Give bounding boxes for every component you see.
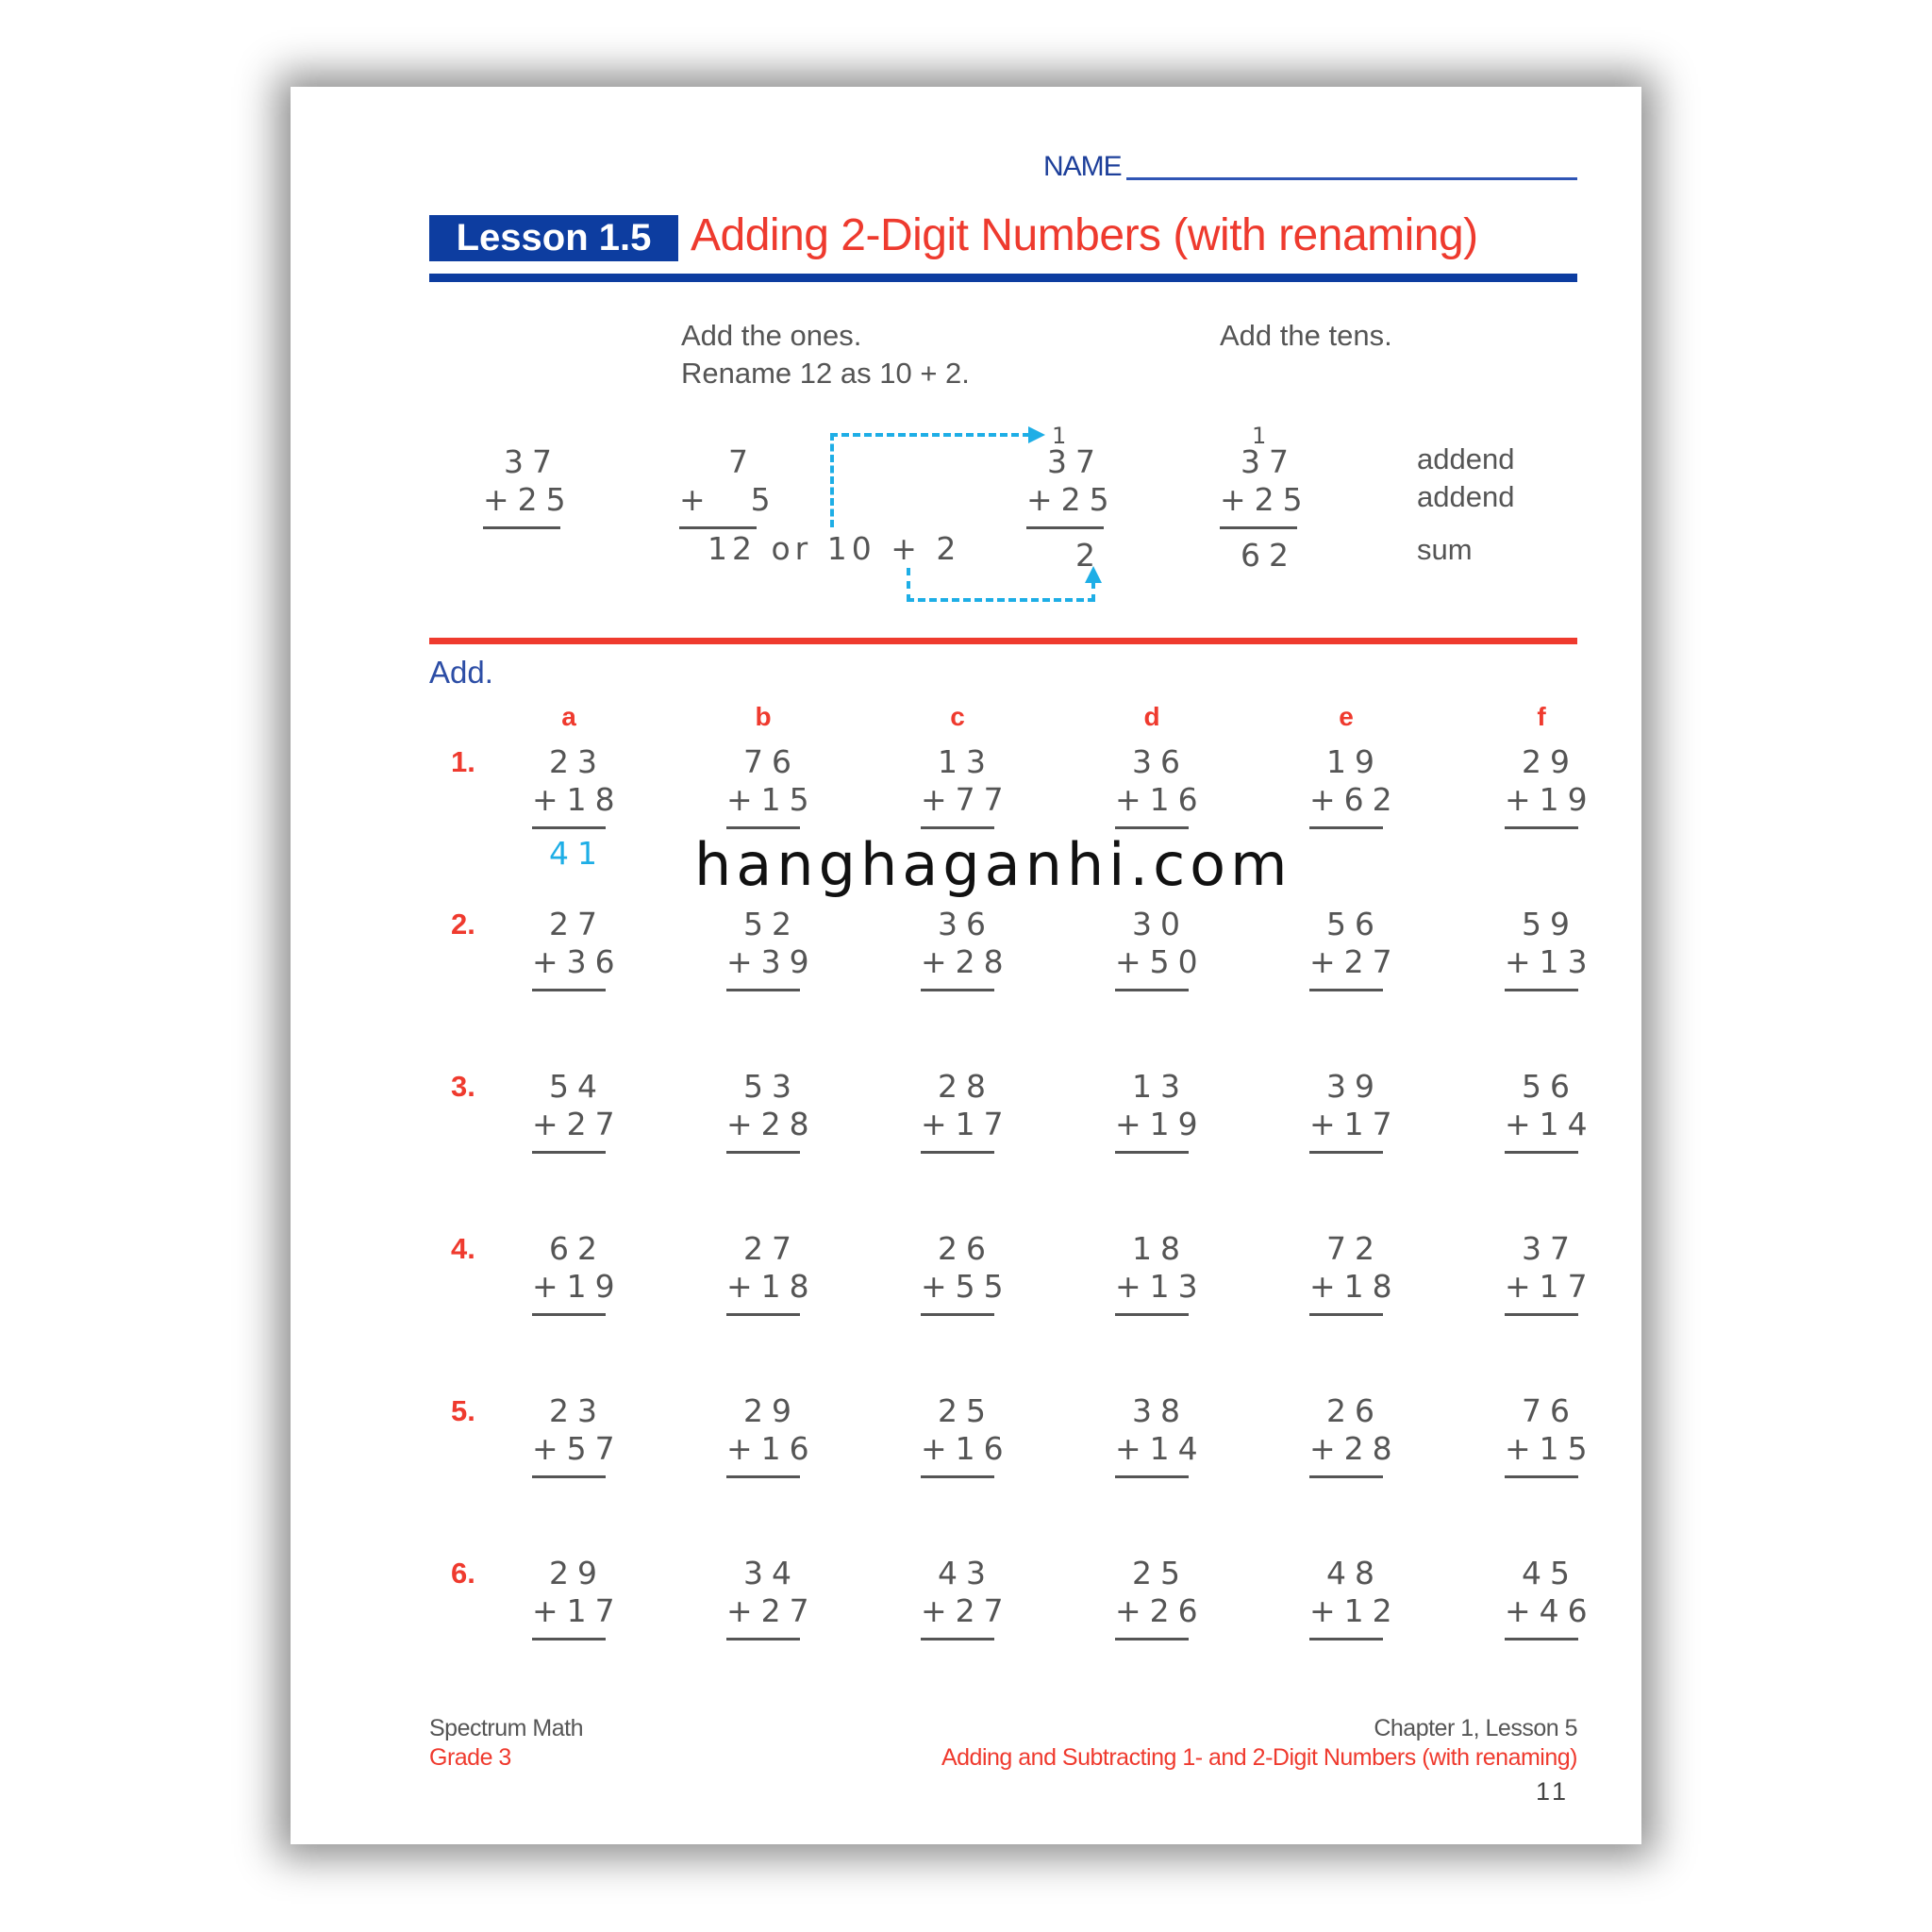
problem-top: 27 (743, 1230, 800, 1267)
problem-2-b (726, 906, 818, 991)
problem-top: 26 (938, 1230, 994, 1267)
problem-bottom: +18 (532, 781, 624, 818)
problem-bottom: +28 (726, 1106, 818, 1142)
row-number: 3. (451, 1070, 475, 1103)
answer-line[interactable] (1115, 1151, 1189, 1154)
answer-line[interactable] (532, 989, 606, 991)
final-top: 37 (1241, 443, 1297, 480)
partial-result: 2 (1075, 537, 1104, 574)
problem-3-e (1309, 1068, 1401, 1154)
problem-top: 53 (743, 1068, 800, 1105)
problem-bottom: +27 (532, 1106, 624, 1142)
problem-top: 13 (938, 743, 994, 780)
problem-bottom: +16 (921, 1430, 1012, 1467)
problem-bottom: +13 (1115, 1268, 1207, 1305)
problem-5-d (1115, 1392, 1207, 1478)
example-ones (679, 443, 779, 529)
problem-1-b (726, 743, 818, 829)
partial-bottom: +25 (1026, 481, 1118, 518)
problem-3-b (726, 1068, 818, 1154)
example-partial (1026, 443, 1118, 575)
footer-series: Spectrum Math (429, 1715, 584, 1741)
answer-line[interactable] (1505, 989, 1578, 991)
problem-bottom: +16 (1115, 781, 1207, 818)
answer-line[interactable] (1309, 826, 1383, 829)
addend-top: 37 (504, 443, 560, 480)
answer-line[interactable] (1309, 1638, 1383, 1641)
problem-bottom: +57 (532, 1430, 624, 1467)
problem-top: 27 (549, 906, 606, 942)
problem-top: 28 (938, 1068, 994, 1105)
problem-bottom: +13 (1505, 943, 1596, 980)
problem-2-d (1115, 906, 1207, 991)
lesson-badge: Lesson 1.5 (429, 215, 678, 261)
problem-top: 52 (743, 906, 800, 942)
problem-bottom: +50 (1115, 943, 1207, 980)
answer-line[interactable] (1115, 826, 1189, 829)
answer-line[interactable] (726, 1475, 800, 1478)
problem-top: 36 (938, 906, 994, 942)
problem-top: 54 (549, 1068, 606, 1105)
problem-top: 26 (1326, 1392, 1383, 1429)
column-f: f (1537, 702, 1546, 731)
problem-top: 34 (743, 1555, 800, 1591)
problem-bottom: +28 (1309, 1430, 1401, 1467)
column-c: c (950, 702, 965, 731)
problem-bottom: +27 (921, 1592, 1012, 1629)
problem-6-a (532, 1555, 624, 1641)
problem-top: 76 (743, 743, 800, 780)
problem-3-c (921, 1068, 1012, 1154)
partial-line (1026, 526, 1104, 529)
example-problem (483, 443, 575, 529)
carry-path-top (830, 433, 1030, 437)
problem-top: 48 (1326, 1555, 1383, 1591)
problem-bottom: +18 (1309, 1268, 1401, 1305)
sum-label: sum (1417, 533, 1473, 566)
problem-top: 56 (1326, 906, 1383, 942)
problem-bottom: +19 (532, 1268, 624, 1305)
problem-4-c (921, 1230, 1012, 1316)
ones-top: 7 (728, 443, 757, 480)
name-line (1126, 177, 1577, 180)
problem-top: 59 (1522, 906, 1578, 942)
problem-bottom: +26 (1115, 1592, 1207, 1629)
answer-line[interactable] (921, 1638, 994, 1641)
step1-line1: Add the ones. (681, 319, 862, 352)
watermark: hanghaganhi.com (694, 830, 1292, 899)
sum-line (483, 526, 560, 529)
problem-top: 13 (1132, 1068, 1189, 1105)
problem-5-a (532, 1392, 624, 1478)
row-number: 6. (451, 1557, 475, 1590)
ones-path-left (907, 568, 910, 602)
problem-bottom: +19 (1115, 1106, 1207, 1142)
footer-grade: Grade 3 (429, 1744, 511, 1771)
problem-top: 18 (1132, 1230, 1189, 1267)
step1-line2: Rename 12 as 10 + 2. (681, 357, 970, 390)
row-number: 5. (451, 1394, 475, 1427)
answer-line[interactable] (1115, 1638, 1189, 1641)
problem-6-b (726, 1555, 818, 1641)
problem-top: 29 (1522, 743, 1578, 780)
answer-line[interactable] (1309, 1313, 1383, 1316)
problem-top: 38 (1132, 1392, 1189, 1429)
problem-top: 25 (1132, 1555, 1189, 1591)
addend-label-2: addend (1417, 480, 1515, 513)
problem-top: 37 (1522, 1230, 1578, 1267)
answer-line[interactable] (726, 1638, 800, 1641)
problem-2-f (1505, 906, 1596, 991)
ones-path-bottom (907, 598, 1095, 602)
problem-bottom: +62 (1309, 781, 1401, 818)
row-number: 1. (451, 745, 475, 778)
problem-bottom: +17 (1309, 1106, 1401, 1142)
final-carry: 1 (1252, 423, 1275, 449)
problem-bottom: +46 (1505, 1592, 1596, 1629)
exercise-instruction: Add. (429, 655, 493, 690)
answer-line[interactable] (532, 1638, 606, 1641)
carry-mark: 1 (1052, 423, 1075, 449)
problem-3-a (532, 1068, 624, 1154)
problem-top: 56 (1522, 1068, 1578, 1105)
ones-result: 12 or 10 + 2 (708, 530, 961, 567)
page-number: 11 (1535, 1777, 1570, 1806)
problem-top: 25 (938, 1392, 994, 1429)
carry-path-left (830, 433, 834, 527)
column-d: d (1143, 702, 1160, 731)
answer-line[interactable] (1505, 1638, 1578, 1641)
step2-instruction: Add the tens. (1220, 319, 1392, 352)
column-b: b (755, 702, 772, 731)
name-label: NAME (1043, 151, 1122, 182)
answer-line[interactable] (1115, 1313, 1189, 1316)
answer-line[interactable] (1309, 1151, 1383, 1154)
final-line (1220, 526, 1297, 529)
problem-top: 29 (743, 1392, 800, 1429)
problem-bottom: +28 (921, 943, 1012, 980)
problem-3-f (1505, 1068, 1596, 1154)
problem-top: 19 (1326, 743, 1383, 780)
problem-top: 29 (549, 1555, 606, 1591)
problem-bottom: +18 (726, 1268, 818, 1305)
problem-5-b (726, 1392, 818, 1478)
problem-bottom: +19 (1505, 781, 1596, 818)
answer-line[interactable] (1505, 1475, 1578, 1478)
problem-bottom: +15 (726, 781, 818, 818)
answer-line[interactable] (1309, 1475, 1383, 1478)
problem-top: 76 (1522, 1392, 1578, 1429)
problem-4-d (1115, 1230, 1207, 1316)
problem-bottom: +17 (1505, 1268, 1596, 1305)
ones-bottom: + 5 (679, 481, 779, 518)
problem-4-e (1309, 1230, 1401, 1316)
page-title: Adding 2-Digit Numbers (with renaming) (691, 210, 1478, 260)
answer-line[interactable] (921, 826, 994, 829)
header-rule (429, 274, 1577, 282)
problem-bottom: +15 (1505, 1430, 1596, 1467)
problem-bottom: +14 (1115, 1430, 1207, 1467)
column-e: e (1339, 702, 1354, 731)
problem-bottom: +17 (921, 1106, 1012, 1142)
row-number: 2. (451, 908, 475, 941)
problem-bottom: +17 (532, 1592, 624, 1629)
answer-line[interactable] (1505, 1151, 1578, 1154)
problem-4-b (726, 1230, 818, 1316)
problem-bottom: +36 (532, 943, 624, 980)
answer-line[interactable] (532, 1313, 606, 1316)
problem-4-f (1505, 1230, 1596, 1316)
problem-1-d (1115, 743, 1207, 829)
answer-line[interactable] (726, 826, 800, 829)
problem-top: 62 (549, 1230, 606, 1267)
problem-bottom: +16 (726, 1430, 818, 1467)
problem-2-a (532, 906, 624, 991)
problem-1-c (921, 743, 1012, 829)
answer: 41 (549, 835, 606, 872)
answer-line[interactable] (1115, 989, 1189, 991)
problem-bottom: +39 (726, 943, 818, 980)
problem-1-a (532, 743, 624, 872)
ones-path-right (1091, 581, 1095, 602)
problem-3-d (1115, 1068, 1207, 1154)
row-number: 4. (451, 1232, 475, 1265)
problem-bottom: +27 (726, 1592, 818, 1629)
problem-top: 45 (1522, 1555, 1578, 1591)
answer-line[interactable] (921, 1151, 994, 1154)
problem-bottom: +14 (1505, 1106, 1596, 1142)
problem-5-c (921, 1392, 1012, 1478)
problem-6-f (1505, 1555, 1596, 1641)
answer-line[interactable] (921, 989, 994, 991)
problem-4-a (532, 1230, 624, 1316)
problem-6-c (921, 1555, 1012, 1641)
column-a: a (561, 702, 576, 731)
section-rule (429, 638, 1577, 644)
answer-line[interactable] (921, 1475, 994, 1478)
problem-6-d (1115, 1555, 1207, 1641)
final-bottom: +25 (1220, 481, 1311, 518)
problem-1-f (1505, 743, 1596, 829)
problem-top: 43 (938, 1555, 994, 1591)
problem-bottom: +12 (1309, 1592, 1401, 1629)
ones-line (679, 526, 757, 529)
problem-bottom: +55 (921, 1268, 1012, 1305)
answer-line[interactable] (532, 1151, 606, 1154)
problem-top: 72 (1326, 1230, 1383, 1267)
answer-line[interactable] (726, 1313, 800, 1316)
answer-line[interactable] (532, 1475, 606, 1478)
problem-top: 23 (549, 743, 606, 780)
problem-6-e (1309, 1555, 1401, 1641)
answer-line[interactable] (921, 1313, 994, 1316)
step1-instruction (681, 317, 970, 392)
answer-line[interactable] (726, 989, 800, 991)
addend-bottom: +25 (483, 481, 575, 518)
problem-bottom: +77 (921, 781, 1012, 818)
problem-2-e (1309, 906, 1401, 991)
answer-line[interactable] (532, 826, 606, 829)
final-result: 62 (1241, 537, 1297, 574)
partial-top: 37 (1047, 443, 1104, 480)
answer-line[interactable] (1505, 1313, 1578, 1316)
answer-line[interactable] (726, 1151, 800, 1154)
problem-top: 36 (1132, 743, 1189, 780)
footer-chapter: Chapter 1, Lesson 5 (1374, 1715, 1577, 1741)
problem-top: 39 (1326, 1068, 1383, 1105)
problem-5-e (1309, 1392, 1401, 1478)
footer-chapter-title: Adding and Subtracting 1- and 2-Digit Numbers (with renaming) (941, 1744, 1577, 1771)
problem-5-f (1505, 1392, 1596, 1478)
answer-line[interactable] (1115, 1475, 1189, 1478)
problem-top: 23 (549, 1392, 606, 1429)
problem-2-c (921, 906, 1012, 991)
problem-top: 30 (1132, 906, 1189, 942)
answer-line[interactable] (1505, 826, 1578, 829)
answer-line[interactable] (1309, 989, 1383, 991)
problem-bottom: +27 (1309, 943, 1401, 980)
problem-1-e (1309, 743, 1401, 829)
addend-label-1: addend (1417, 442, 1515, 475)
arrow-right-icon (1028, 426, 1045, 443)
example-final (1220, 443, 1311, 575)
